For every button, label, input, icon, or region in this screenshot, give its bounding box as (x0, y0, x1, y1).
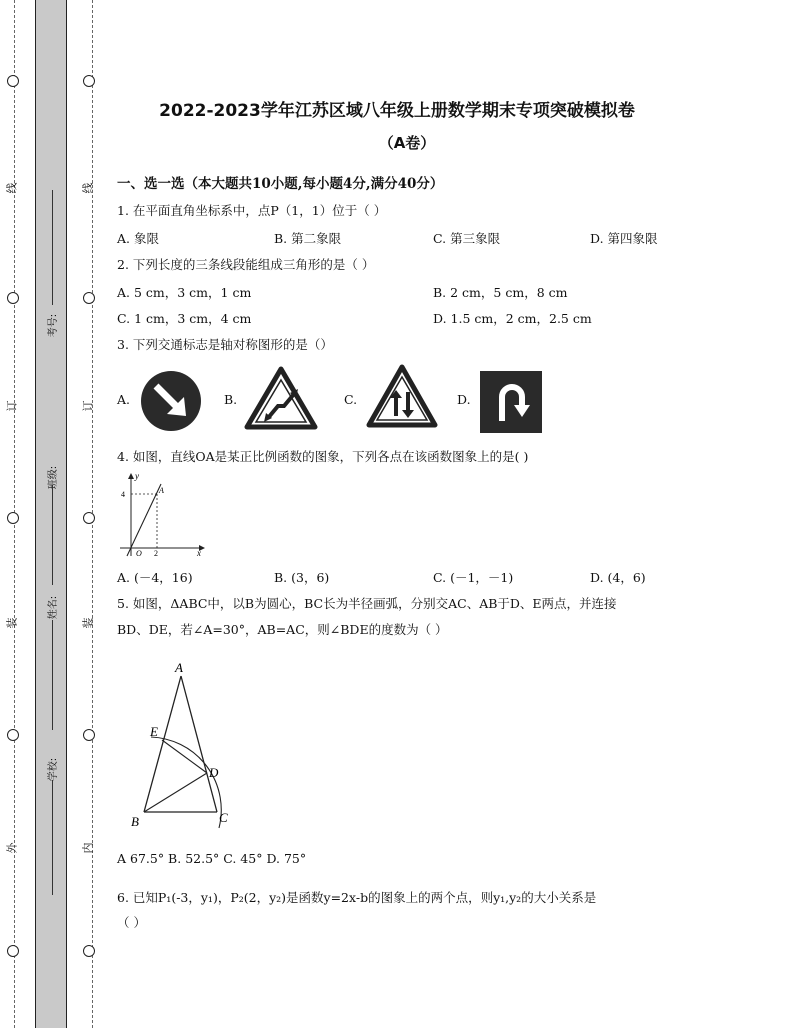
sign-c-icon (366, 364, 438, 428)
q4-option-a: A. (－4，16) (117, 570, 193, 585)
binding-strip (35, 0, 67, 1028)
binding-char: 内 (81, 842, 95, 854)
q5-options: A 67.5° B. 52.5° C. 45° D. 75° (117, 851, 307, 866)
q4-option-c: C. (－1，－1) (433, 570, 514, 585)
class-label: 班级: (48, 465, 60, 490)
q1-option-a: A. 象限 (117, 231, 159, 246)
q1-option-c: C. 第三象限 (433, 231, 501, 246)
graph-point-a: A (159, 486, 164, 495)
binding-hole (7, 729, 19, 741)
vertex-b: B (131, 814, 139, 829)
vertex-e: E (150, 724, 158, 739)
page-subtitle: （A卷） (378, 134, 436, 152)
binding-char: 订 (5, 400, 19, 412)
q2-option-c: C. 1 cm，3 cm，4 cm (117, 311, 252, 326)
class-line (52, 485, 53, 585)
q5-triangle-figure (125, 658, 245, 833)
question-6-line-2: （ ） (117, 915, 146, 930)
question-6-line-1: 6. 已知P₁(-3，y₁)，P₂(2，y₂)是函数y=2x-b的图象上的两个点，则y₁,y₂的大小关系是 (117, 890, 597, 905)
question-5-line-2: BD、DE，若∠A=30°，AB=AC，则∠BDE的度数为（ ） (117, 622, 448, 637)
q2-option-b: B. 2 cm，5 cm，8 cm (433, 285, 568, 300)
binding-char: 线 (81, 182, 95, 194)
binding-hole (7, 292, 19, 304)
binding-char: 线 (5, 182, 19, 194)
page-title: 2022-2023学年江苏区域八年级上册数学期末专项突破模拟卷 (159, 101, 635, 121)
binding-hole (7, 512, 19, 524)
binding-char: 外 (5, 842, 19, 854)
binding-hole (83, 512, 95, 524)
binding-hole (83, 945, 95, 957)
binding-hole (7, 75, 19, 87)
graph-x-tick: 2 (154, 549, 158, 558)
question-2: 2. 下列长度的三条线段能组成三角形的是（ ） (117, 257, 375, 272)
name-label: 姓名: (48, 595, 60, 620)
q3-option-b: B. (224, 392, 238, 407)
graph-origin: O (136, 549, 142, 558)
exam-number-label: 考号: (48, 313, 60, 338)
question-1: 1. 在平面直角坐标系中，点P（1，1）位于（ ） (117, 203, 387, 218)
vertex-d: D (209, 765, 219, 780)
vertex-c: C (219, 810, 228, 825)
vertex-a: A (175, 660, 183, 675)
q1-option-d: D. 第四象限 (590, 231, 658, 246)
section-heading: 一、选一选（本大题共10小题,每小题4分,满分40分） (117, 176, 444, 192)
binding-hole (83, 292, 95, 304)
q1-option-b: B. 第二象限 (274, 231, 342, 246)
q3-option-a: A. (117, 392, 131, 407)
graph-y-label: y (135, 471, 139, 481)
school-label: 学校: (48, 757, 60, 782)
binding-hole (7, 945, 19, 957)
q4-option-b: B. (3，6) (274, 570, 330, 585)
binding-char: 装 (81, 617, 95, 629)
q3-option-d: D. (457, 392, 471, 407)
sign-b-icon (244, 366, 318, 430)
binding-char: 装 (5, 617, 19, 629)
graph-y-tick: 4 (121, 490, 125, 499)
q3-option-c: C. (344, 392, 358, 407)
q2-option-d: D. 1.5 cm，2 cm，2.5 cm (433, 311, 592, 326)
sign-a-icon (140, 370, 202, 432)
sign-d-icon (480, 371, 542, 433)
question-3: 3. 下列交通标志是轴对称图形的是（） (117, 337, 333, 352)
q4-option-d: D. (4，6) (590, 570, 646, 585)
q4-graph (115, 468, 210, 560)
school-line (52, 780, 53, 895)
binding-char: 订 (81, 400, 95, 412)
question-4: 4. 如图，直线OA是某正比例函数的图象，下列各点在该函数图象上的是( ) (117, 449, 529, 464)
name-line (52, 620, 53, 730)
question-5-line-1: 5. 如图，ΔABC中，以B为圆心，BC长为半径画弧，分别交AC、AB于D、E两点，并连接 (117, 596, 617, 611)
q2-option-a: A. 5 cm，3 cm，1 cm (117, 285, 252, 300)
graph-x-label: x (197, 548, 201, 558)
binding-hole (83, 729, 95, 741)
binding-hole (83, 75, 95, 87)
exam-number-line (52, 190, 53, 305)
